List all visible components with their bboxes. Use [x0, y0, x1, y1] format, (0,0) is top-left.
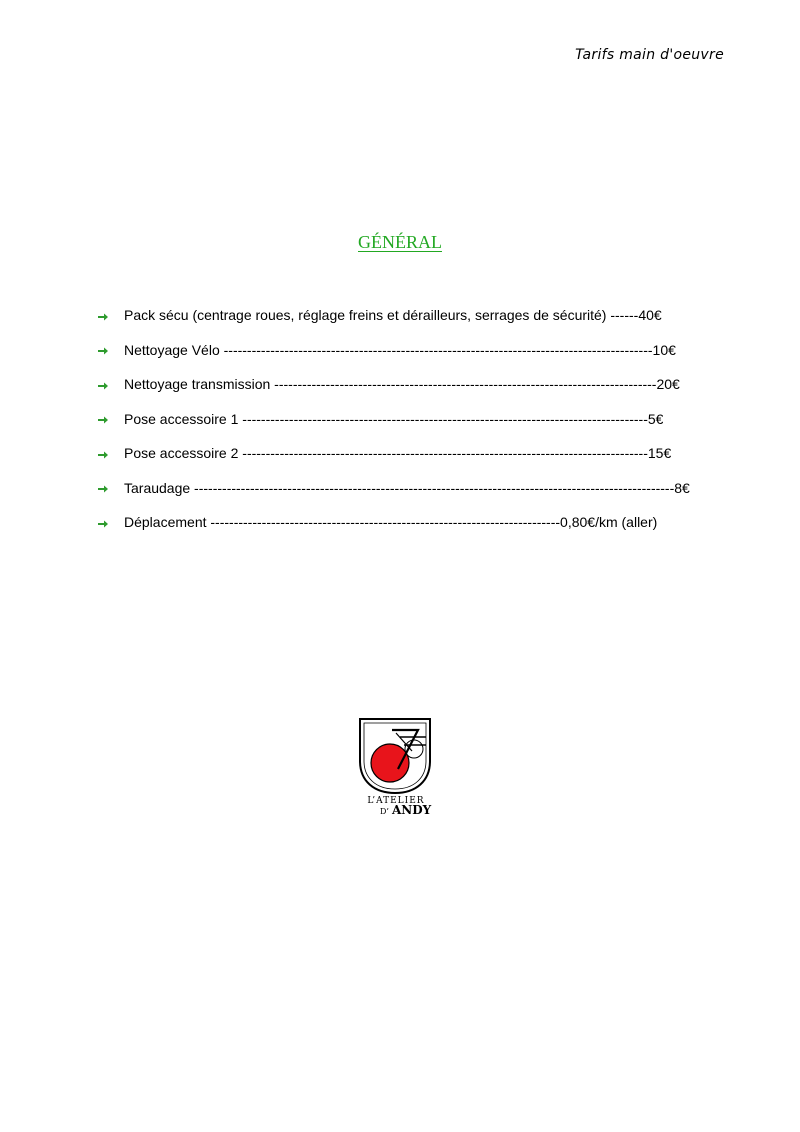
svg-text:ANDY: ANDY — [392, 803, 432, 817]
price-item-text: Pack sécu (centrage roues, réglage freins et dérailleurs, serrages de sécurité) ------40€ — [124, 307, 662, 323]
arrow-bullet-icon — [98, 340, 124, 360]
price-list-item — [98, 340, 698, 375]
price-list-item — [98, 443, 698, 478]
arrow-bullet-icon — [98, 512, 124, 532]
svg-text:D’: D’ — [380, 807, 389, 816]
price-item-text: Nettoyage transmission ----------------------------------------------------------------------------------20€ — [124, 376, 680, 392]
document-header-note: Tarifs main d'oeuvre — [575, 47, 724, 63]
price-list-item — [98, 305, 698, 340]
price-list-item — [98, 478, 698, 513]
arrow-bullet-icon — [98, 305, 124, 325]
arrow-bullet-icon — [98, 409, 124, 429]
price-item-text: Pose accessoire 1 ---------------------------------------------------------------------------------------5€ — [124, 410, 664, 427]
price-list-item — [98, 409, 698, 444]
price-list-item — [98, 512, 698, 547]
section-title: GÉNÉRAL — [358, 232, 442, 252]
price-list — [98, 305, 698, 547]
price-list-item — [98, 374, 698, 409]
price-item-text: Déplacement ---------------------------------------------------------------------------0,80€/km (aller) — [124, 514, 658, 530]
arrow-bullet-icon — [98, 478, 124, 498]
price-item-text: Taraudage -------------------------------------------------------------------------------------------------------8€ — [124, 479, 690, 496]
svg-text:L’ATELIER: L’ATELIER — [367, 796, 425, 806]
logo-wheel-icon — [371, 744, 409, 782]
arrow-bullet-icon — [98, 374, 124, 394]
price-item-text: Nettoyage Vélo --------------------------------------------------------------------------------------------10€ — [124, 341, 676, 358]
price-item-text: Pose accessoire 2 ---------------------------------------------------------------------------------------15€ — [124, 445, 672, 461]
company-logo — [356, 717, 434, 817]
arrow-bullet-icon — [98, 443, 124, 463]
